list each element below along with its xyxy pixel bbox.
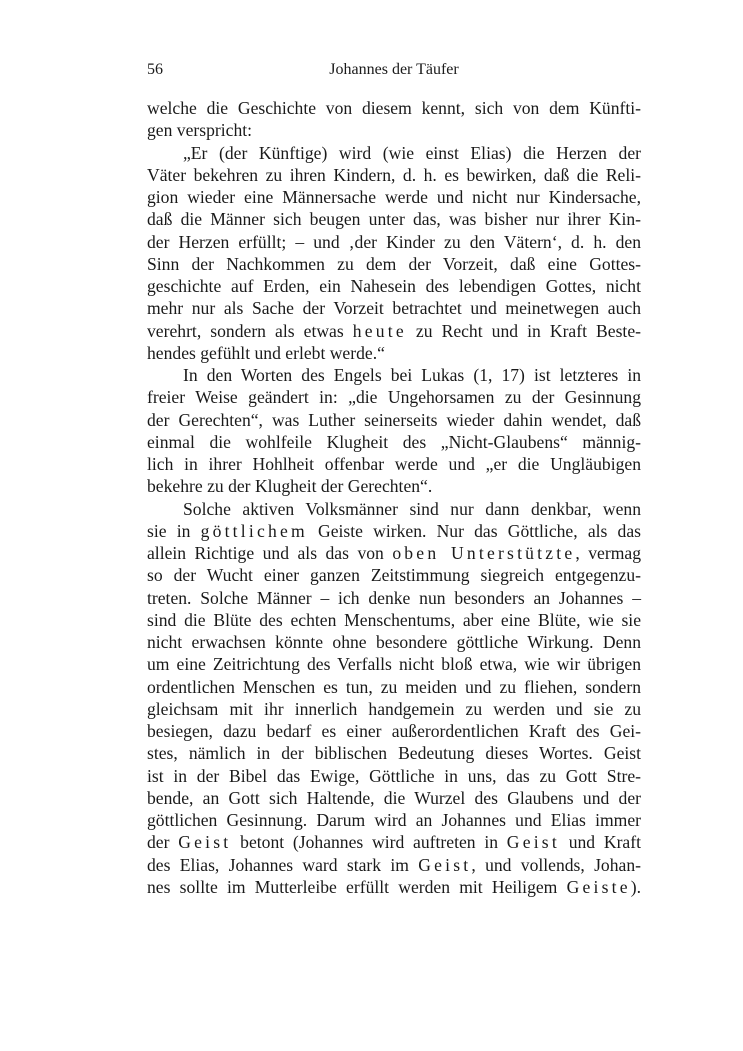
text-segment: geschichte auf Erden, ein Nahesein des lebendigen Gottes, nicht xyxy=(147,276,641,296)
text-segment: zu Recht und in Kraft Beste- xyxy=(406,320,641,341)
emphasized-spaced-text: Geiste xyxy=(566,876,631,897)
text-line xyxy=(147,631,641,653)
text-segment: ist in der Bibel das Ewige, Göttliche in uns, das zu Gott Stre- xyxy=(147,765,641,786)
text-line xyxy=(147,587,641,609)
text-line xyxy=(147,342,641,364)
text-line xyxy=(147,720,641,742)
text-line xyxy=(147,564,641,586)
text-segment: , vermag xyxy=(575,543,642,563)
text-line xyxy=(147,765,641,787)
text-segment: gleichsam mit ihr innerlich handgemein zu werden und sie zu xyxy=(147,698,641,719)
text-line xyxy=(147,164,641,186)
text-segment: lich in ihrer Hohlheit offenbar werde und „er die Ungläubigen xyxy=(147,454,641,474)
text-line xyxy=(147,676,641,698)
text-segment: gion wieder eine Männersache werde und nicht nur Kindersache, xyxy=(147,187,641,207)
text-segment: In den Worten des Engels bei Lukas (1, 17) ist letzteres in xyxy=(183,365,641,385)
text-segment: mehr nur als Sache der Vorzeit betrachtet und meinetwegen auch xyxy=(147,298,641,319)
text-line xyxy=(147,787,641,809)
text-line xyxy=(147,475,641,497)
text-segment: Väter bekehren zu ihren Kindern, d. h. es bewirken, daß die Reli- xyxy=(147,164,641,185)
text-line xyxy=(147,320,641,342)
text-line xyxy=(147,854,641,876)
emphasized-spaced-text: oben Unterstützte xyxy=(392,543,576,563)
text-segment: und Kraft xyxy=(559,832,641,853)
text-line xyxy=(147,520,641,542)
text-line xyxy=(147,542,641,564)
emphasized-spaced-text: Geist xyxy=(506,832,560,853)
text-segment: hendes gefühlt und erlebt werde.“ xyxy=(147,342,385,363)
text-segment: betont (Johannes wird auftreten in xyxy=(231,832,507,853)
text-segment: ). xyxy=(630,876,641,897)
text-segment: gen verspricht: xyxy=(147,120,253,141)
text-segment: ordentlichen Menschen es tun, zu meiden und zu fliehen, sondern xyxy=(147,676,641,697)
text-segment: allein Richtige und als das von xyxy=(147,543,393,563)
text-segment: , und vollends, Johan- xyxy=(471,854,641,875)
text-segment: so der Wucht einer ganzen Zeitstimmung siegreich entgegenzu- xyxy=(147,565,641,586)
text-segment: bende, an Gott sich Haltende, die Wurzel des Glaubens und der xyxy=(147,787,641,808)
text-line xyxy=(147,142,641,164)
text-line xyxy=(147,208,641,230)
text-line xyxy=(147,453,641,475)
text-segment: um eine Zeitrichtung des Verfalls nicht bloß etwa, wie wir übrigen xyxy=(147,654,641,675)
text-line xyxy=(147,498,641,520)
text-segment: besiegen, dazu bedarf es einer außerordentlichen Kraft des Gei- xyxy=(147,721,641,741)
text-line xyxy=(147,186,641,208)
text-line xyxy=(147,97,641,119)
text-line xyxy=(147,742,641,764)
text-line xyxy=(147,297,641,319)
text-segment: sind die Blüte des echten Menschentums, aber eine Blüte, wie sie xyxy=(147,609,641,630)
emphasized-spaced-text: Geist xyxy=(418,854,472,875)
emphasized-spaced-text: heute xyxy=(352,320,407,341)
text-segment: nicht erwachsen könnte ohne besondere göttliche Wirkung. Denn xyxy=(147,632,641,652)
text-line xyxy=(147,275,641,297)
text-segment: des Elias, Johannes ward stark im xyxy=(147,854,419,875)
text-line xyxy=(147,253,641,275)
text-line xyxy=(147,409,641,431)
emphasized-spaced-text: göttlichem xyxy=(200,520,308,541)
text-segment: der Gerechten“, was Luther seinerseits wieder dahin wendet, daß xyxy=(147,409,641,430)
text-segment: sie in xyxy=(147,520,201,541)
text-segment: „Er (der Künftige) wird (wie einst Elias) die Herzen der xyxy=(183,142,641,163)
text-segment: welche die Geschichte von diesem kennt, sich von dem Künfti- xyxy=(147,98,641,118)
text-segment: einmal die wohlfeile Klugheit des „Nicht-Glaubens“ männig- xyxy=(147,431,641,452)
text-segment: Sinn der Nachkommen zu dem der Vorzeit, daß eine Gottes- xyxy=(147,253,641,274)
text-segment: der Herzen erfüllt; – und ‚der Kinder zu den Vätern‘, d. h. den xyxy=(147,231,641,252)
emphasized-spaced-text: Geist xyxy=(178,832,232,853)
text-segment: daß die Männer sich beugen unter das, was bisher nur ihrer Kin- xyxy=(147,209,641,230)
text-segment: göttlichen Gesinnung. Darum wird an Johannes und Elias immer xyxy=(147,810,641,830)
text-line xyxy=(147,431,641,453)
text-segment: Solche aktiven Volksmänner sind nur dann denkbar, wenn xyxy=(183,498,641,519)
text-segment: stes, nämlich in der biblischen Bedeutung dieses Wortes. Geist xyxy=(147,743,641,764)
body-text xyxy=(147,97,641,898)
text-segment: bekehre zu der Klugheit der Gerechten“. xyxy=(147,476,433,497)
page-header xyxy=(147,58,641,82)
text-segment: der xyxy=(147,832,179,853)
text-segment: verehrt, sondern als etwas xyxy=(147,320,353,341)
text-segment: treten. Solche Männer – ich denke nun besonders an Johannes – xyxy=(147,587,641,608)
page-number: 56 xyxy=(147,61,163,78)
text-segment: Geiste wirken. Nur das Göttliche, als das xyxy=(307,520,641,541)
text-line xyxy=(147,653,641,675)
text-line xyxy=(147,609,641,631)
text-line xyxy=(147,386,641,408)
text-line xyxy=(147,809,641,831)
running-title: Johannes der Täufer xyxy=(329,61,459,78)
text-segment: freier Weise geändert in: „die Ungehorsamen zu der Gesinnung xyxy=(147,387,641,408)
text-line xyxy=(147,364,641,386)
text-line xyxy=(147,119,641,141)
text-line xyxy=(147,876,641,898)
text-segment: nes sollte im Mutterleibe erfüllt werden mit Heiligem xyxy=(147,876,567,897)
text-line xyxy=(147,698,641,720)
text-line xyxy=(147,231,641,253)
text-line xyxy=(147,831,641,853)
